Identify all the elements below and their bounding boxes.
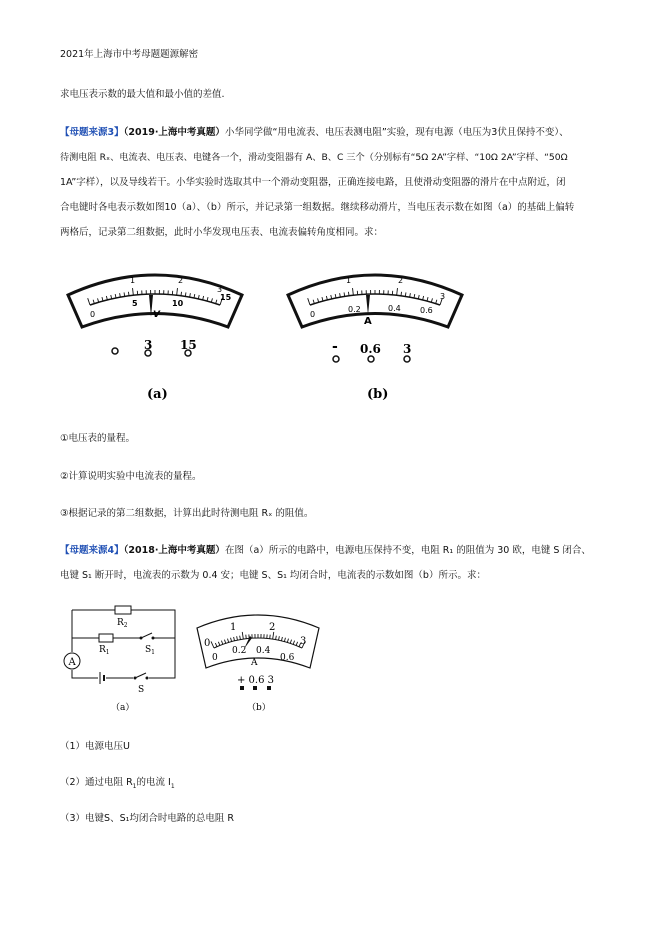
ammeter-symbol: A (364, 316, 372, 327)
q4-subquestion-2 (60, 776, 175, 793)
ammeter-zero-label: 0 (310, 310, 316, 319)
resistor-r2 (115, 606, 131, 614)
scale-tick (177, 288, 178, 295)
voltmeter-terminal-label-15: 15 (180, 338, 197, 352)
q3-line-3: 1A”字样），以及导线若干。小华实验时选取其中一个滑动变阻器，正确连接电路，且使滑动变阻器的滑片在中点附近，闭 (60, 177, 566, 188)
q4-meter-terminal-plus (240, 686, 244, 690)
scale-tick (228, 639, 229, 643)
voltmeter-bottom-label-15: 15 (220, 293, 232, 302)
scale-tick (348, 292, 349, 296)
scale-tick (423, 296, 424, 300)
scale-tick (322, 297, 323, 301)
q3-source-year: （2019·上海中考真题） (123, 127, 225, 138)
q4-line-1-text: 在图（a）所示的电路中，电源电压保持不变，电阻 R₁ 的阻值为 30 欧，电键 S 闭合、 (224, 545, 591, 556)
q4-sub2-sub-1: 1 (132, 782, 137, 790)
q4-sub2-part-b: 的电流 I (136, 777, 171, 788)
q4-source-year: （2018·上海中考真题） (123, 545, 225, 556)
scale-tick (207, 297, 208, 301)
scale-tick (276, 636, 277, 640)
q4-meter-top-1: 1 (230, 622, 237, 633)
voltmeter-bottom-label-10: 10 (172, 299, 184, 308)
ammeter-scale-ticks (308, 288, 446, 305)
label-s: S (138, 685, 145, 695)
figure-a-caption: (a) (147, 387, 168, 402)
q3-line-1-text: 小华同学做“用电流表、电压表测电阻”实验，现有电源（电压为3伏且保持不变）、 (224, 127, 569, 138)
q3-line-5: 两格后，记录第二组数据，此时小华发现电压表、电流表偏转角度相同。求： (60, 227, 384, 238)
circuit-caption-a: （a） (111, 703, 135, 713)
circuit-diagram-a (55, 598, 185, 716)
q4-meter-top-2: 2 (269, 622, 276, 633)
question-3-text (60, 120, 605, 245)
ammeter-top-label-1: 1 (346, 276, 352, 285)
q4-meter-needle (244, 636, 252, 649)
scale-tick (237, 636, 238, 640)
scale-tick (296, 642, 297, 646)
q3-subquestion-3: ③根据记录的第二组数据，计算出此时待测电阻 Rₓ 的阻值。 (60, 508, 314, 519)
q4-meter-terminal-0-6 (253, 686, 257, 690)
label-r1: $R_1$ (99, 645, 110, 656)
voltmeter-top-label-1: 1 (130, 276, 136, 285)
voltmeter-top-label-3: 3 (217, 285, 223, 294)
scale-tick (240, 636, 241, 640)
scale-tick (234, 637, 235, 641)
scale-tick (290, 640, 291, 644)
scale-tick (436, 300, 437, 304)
q4-meter-bottom-0-2: 0.2 (232, 646, 247, 656)
q3-subquestion-1: ①电压表的量程。 (60, 433, 136, 444)
scale-tick (106, 296, 107, 300)
label-s1: $S_1$ (145, 645, 155, 656)
q4-meter-top-3: 3 (300, 636, 307, 647)
scale-tick (326, 296, 327, 300)
ammeter-top-label-3: 3 (440, 292, 446, 301)
scale-tick (215, 643, 217, 647)
ammeter-terminal-label-negative: - (332, 339, 338, 355)
scale-tick (287, 639, 288, 643)
q3-line-1 (60, 120, 605, 145)
voltmeter-bottom-label-5: 5 (132, 299, 138, 308)
scale-tick (401, 292, 402, 296)
q4-sub2-part-a: （2）通过电阻 R (60, 777, 133, 788)
resistor-r1 (99, 634, 113, 642)
q4-meter-terminal-3 (267, 686, 271, 690)
scale-tick (273, 632, 274, 639)
scale-tick (181, 292, 182, 296)
scale-tick (224, 640, 225, 644)
scale-tick (98, 298, 99, 302)
page-header: 2021年上海市中考母题题源解密 (60, 49, 199, 60)
q4-meter-caption-b: （b） (247, 703, 271, 713)
scale-tick (293, 641, 294, 645)
question-4-text (60, 538, 605, 588)
voltmeter-figure-a (60, 265, 250, 405)
q4-meter-bottom-0-4: 0.4 (256, 646, 271, 656)
previous-question-tail: 求电压表示数的最大值和最小值的差值. (60, 89, 225, 100)
scale-tick (203, 296, 204, 300)
scale-tick (231, 638, 232, 642)
battery-icon (98, 672, 106, 684)
scale-tick (211, 298, 212, 302)
ammeter-bottom-label-0-6: 0.6 (420, 306, 433, 315)
scale-tick (185, 292, 186, 296)
voltmeter-terminal-label-3: 3 (144, 338, 153, 352)
ammeter-terminal-3 (404, 356, 410, 362)
scale-tick (353, 288, 354, 295)
scale-tick (431, 298, 432, 302)
q4-meter-top-0: 0 (204, 638, 211, 649)
ammeter-bottom-label-0-4: 0.4 (388, 304, 401, 313)
label-r2: $R_2$ (117, 618, 128, 629)
ammeter-bottom-label-0-2: 0.2 (348, 305, 361, 314)
switch-s (133, 672, 149, 680)
q4-subquestion-1: （1）电源电压U (60, 741, 130, 752)
ammeter-scale-arc (310, 294, 440, 305)
scale-tick (133, 288, 134, 295)
q4-meter-bottom-0: 0 (212, 653, 218, 663)
scale-tick (93, 300, 94, 304)
scale-tick (313, 300, 314, 304)
switch-s1 (140, 633, 155, 640)
ammeter-top-label-2: 2 (398, 276, 404, 285)
scale-tick (124, 292, 125, 296)
scale-tick (427, 297, 428, 301)
q3-source-tag: 【母题来源3】 (60, 127, 124, 138)
ammeter-terminal-negative (333, 356, 339, 362)
voltmeter-terminal-negative (112, 348, 118, 354)
q4-meter-symbol: A (251, 658, 258, 668)
scale-tick (88, 298, 90, 305)
ammeter-figure-q4-b (192, 606, 324, 718)
scale-tick (281, 637, 282, 641)
scale-tick (279, 636, 280, 640)
scale-tick (308, 298, 310, 305)
ammeter-terminal-label-3: 3 (403, 342, 412, 356)
ammeter-needle (366, 295, 370, 315)
voltmeter-top-label-2: 2 (178, 276, 184, 285)
q3-line-4: 合电键时各电表示数如图10（a）、（b）所示，并记录第一组数据。继续移动滑片，当电压表示数在如图（a）的基础上偏转 (60, 202, 575, 213)
voltmeter-zero-label: 0 (90, 310, 96, 319)
scale-tick (242, 632, 243, 639)
q4-subquestion-3: （3）电键S、S₁均闭合时电路的总电阻 R (60, 813, 235, 824)
voltmeter-scale-arc (90, 294, 220, 305)
ammeter-terminal-0-6 (368, 356, 374, 362)
q4-line-2: 电键 S₁ 断开时，电流表的示数为 0.4 安；电键 S、S₁ 均闭合时，电流表的示数如图（b）所示。求： (60, 570, 486, 581)
q4-meter-bottom-0-6: 0.6 (280, 653, 295, 663)
q4-line-1 (60, 538, 605, 563)
scale-tick (128, 292, 129, 296)
figure-b-caption: (b) (367, 387, 389, 402)
scale-tick (397, 288, 398, 295)
scale-tick (318, 298, 319, 302)
scale-tick (284, 638, 285, 642)
scale-tick (218, 642, 219, 646)
q4-sub2-sub-2: 1 (170, 782, 175, 790)
q3-subquestion-2: ②计算说明实验中电流表的量程。 (60, 471, 202, 482)
scale-tick (102, 297, 103, 301)
q4-source-tag: 【母题来源4】 (60, 545, 124, 556)
ammeter-dial-outline (288, 275, 462, 327)
ammeter-terminal-label-0-6: 0.6 (360, 342, 381, 356)
scale-tick (344, 292, 345, 296)
scale-tick (405, 292, 406, 296)
q4-meter-terminals: + 0.6 3 (237, 675, 275, 686)
scale-tick (216, 300, 217, 304)
ammeter-figure-b (280, 265, 470, 405)
voltmeter-scale-ticks (88, 288, 223, 305)
scale-tick (221, 641, 222, 645)
ammeter-symbol-letter: A (68, 657, 76, 668)
q3-line-2: 待测电阻 Rₓ、电流表、电压表、电键各一个，滑动变阻器有 A、B、C 三个（分别标有“5Ω 2A”字样、“10Ω 2A”字样、“50Ω (60, 152, 568, 163)
voltmeter-symbol: V (153, 310, 160, 320)
scale-tick (211, 641, 214, 648)
